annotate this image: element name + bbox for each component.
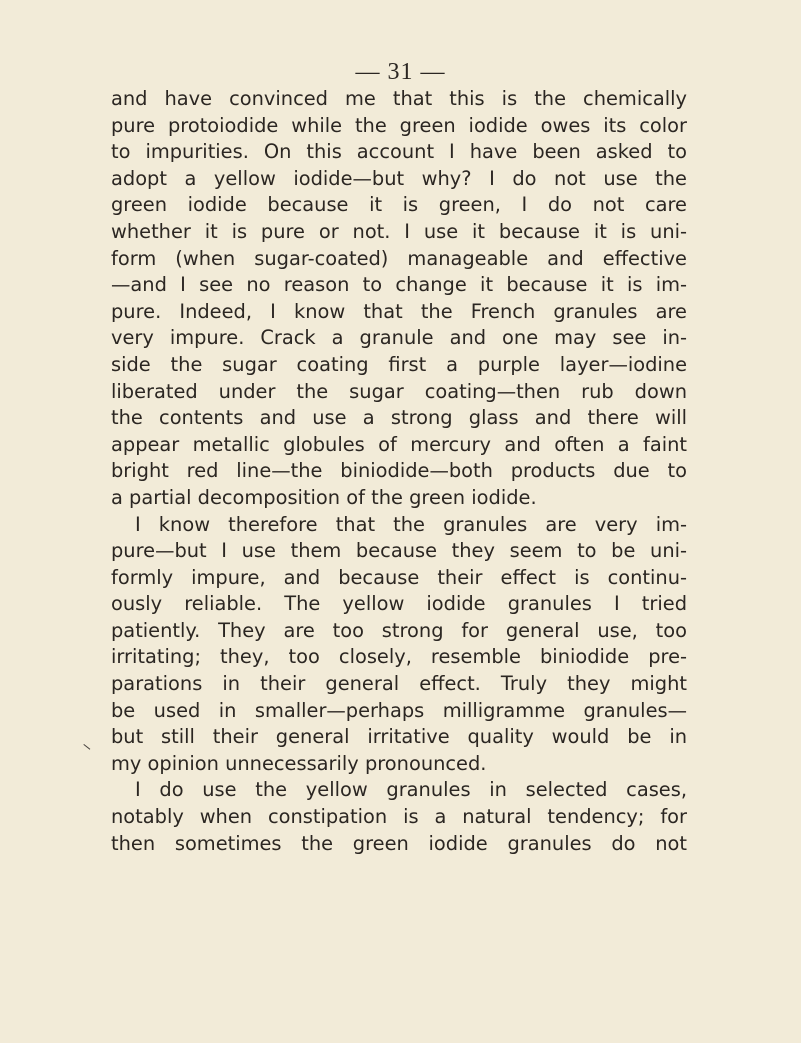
text-line: form (when sugar-coated) manageable and effective bbox=[111, 246, 687, 270]
text-line: then sometimes the green iodide granules do not bbox=[111, 831, 687, 855]
text-line: appear metallic globules of mercury and often a faint bbox=[111, 432, 687, 456]
text-line: patiently. They are too strong for general use, too bbox=[111, 618, 687, 642]
text-line: pure—but I use them because they seem to be uni- bbox=[111, 539, 687, 563]
text-line: I know therefore that the granules are very im- bbox=[135, 512, 687, 536]
text-line: the contents and use a strong glass and there will bbox=[111, 406, 687, 430]
body-text bbox=[111, 86, 687, 857]
text-line: —and I see no reason to change it because it is im- bbox=[111, 273, 687, 297]
text-line: bright red line—the biniodide—both products due to bbox=[111, 459, 687, 483]
text-line: to impurities. On this account I have been asked to bbox=[111, 140, 687, 164]
text-line: adopt a yellow iodide—but why? I do not use the bbox=[111, 166, 687, 190]
text-line: side the sugar coating first a purple layer—iodine bbox=[111, 352, 687, 376]
text-line: and have convinced me that this is the chemically bbox=[111, 87, 687, 110]
text-line: irritating; they, too closely, resemble biniodide pre- bbox=[111, 645, 687, 669]
margin-mark bbox=[78, 744, 90, 756]
text-line: formly impure, and because their effect is continu- bbox=[111, 565, 687, 589]
text-line: be used in smaller—perhaps milligramme granules— bbox=[111, 698, 687, 722]
text-line: ously reliable. The yellow iodide granules I tried bbox=[111, 592, 687, 616]
text-line: whether it is pure or not. I use it because it is uni- bbox=[111, 219, 687, 243]
text-line: parations in their general effect. Truly they might bbox=[111, 672, 687, 696]
text-line: pure. Indeed, I know that the French granules are bbox=[111, 299, 687, 323]
text-line: very impure. Crack a granule and one may see in- bbox=[111, 326, 687, 350]
text-line: notably when constipation is a natural tendency; for bbox=[111, 805, 687, 829]
text-line: a partial decomposition of the green iodide. bbox=[111, 485, 537, 509]
page-number: — 31 — bbox=[355, 59, 446, 85]
text-line: I do use the yellow granules in selected cases, bbox=[135, 778, 687, 802]
text-line: green iodide because it is green, I do not care bbox=[111, 193, 687, 217]
text-line: but still their general irritative quality would be in bbox=[111, 725, 687, 749]
text-line: my opinion unnecessarily pronounced. bbox=[111, 751, 487, 775]
text-line: pure protoiodide while the green iodide owes its color bbox=[111, 113, 687, 137]
text-line: liberated under the sugar coating—then rub down bbox=[111, 379, 687, 403]
